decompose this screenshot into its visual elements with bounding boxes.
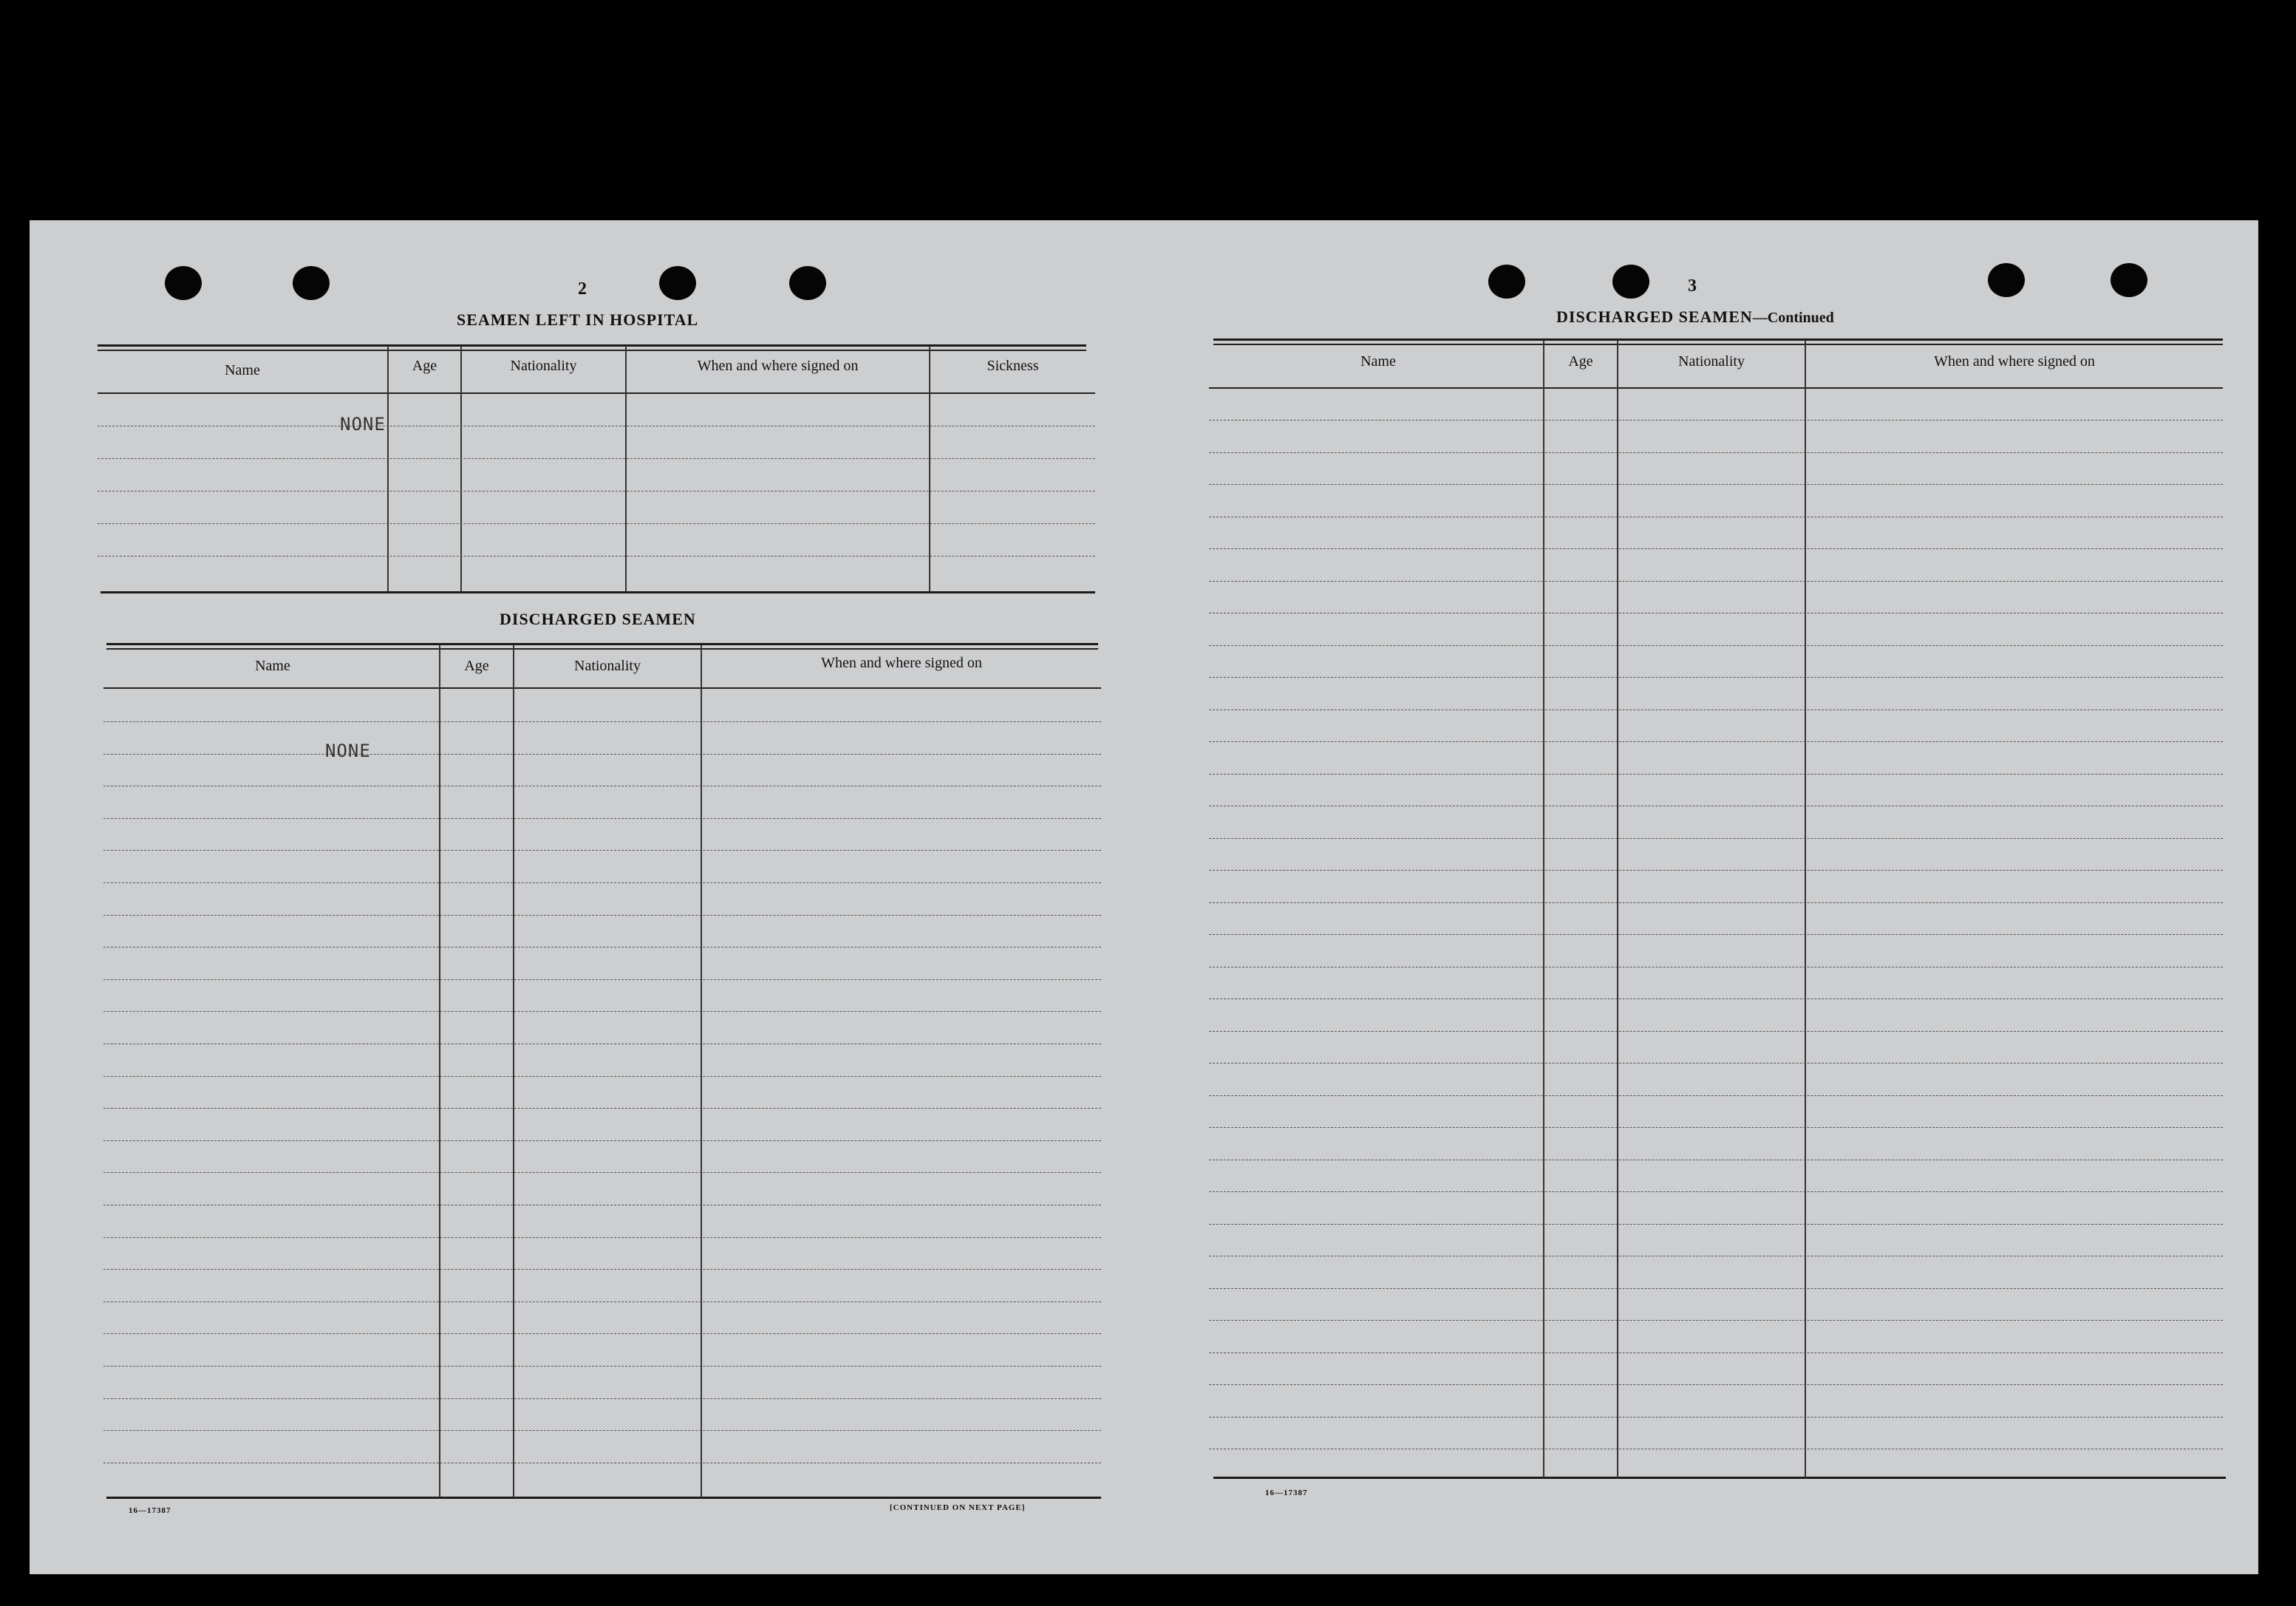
ruled-line [1209,1224,2223,1225]
ruled-line [1209,998,2223,999]
ruled-line [1209,741,2223,742]
ruled-line [103,882,1101,883]
ruled-line [1209,1063,2223,1064]
ruled-line [1209,838,2223,839]
form-number: 16—17387 [129,1506,171,1515]
column-header-nationality: Nationality [1678,353,1745,370]
ruled-line [103,1366,1101,1367]
ruled-line [1209,1031,2223,1032]
ruled-line [103,1237,1101,1238]
left-page [30,220,1160,1574]
column-header-age: Age [1568,353,1593,370]
right-page-title: DISCHARGED SEAMEN—Continued [1556,307,1834,326]
ruled-line [1209,1320,2223,1321]
discharged-entry: NONE [325,741,371,761]
ruled-line [1209,934,2223,935]
column-header-name: Name [255,658,290,674]
ruled-line [103,754,1101,755]
column-header-nationality: Nationality [510,358,577,374]
ruled-line [1209,484,2223,485]
punch-hole [165,266,202,300]
punch-hole [293,266,330,300]
ruled-line [103,1398,1101,1399]
manifest-sheet [30,220,2258,1574]
discharged-section-title: DISCHARGED SEAMEN [500,610,696,628]
ruled-line [103,1430,1101,1431]
ruled-line [103,1269,1101,1270]
column-header-nationality: Nationality [574,658,641,674]
ruled-line [1209,645,2223,646]
ruled-line [103,850,1101,851]
ruled-line [98,523,1095,524]
ruled-line [103,915,1101,916]
column-header-signed-on: When and where signed on [1934,353,2095,370]
page-number: 3 [1688,276,1697,296]
ruled-line [103,1076,1101,1077]
ruled-line [103,1011,1101,1012]
punch-hole [1488,265,1525,299]
ruled-line [1209,1352,2223,1353]
ruled-line [1209,420,2223,421]
punch-hole [659,266,696,300]
ruled-line [98,556,1095,557]
form-number: 16—17387 [1265,1488,1308,1497]
ruled-line [1209,581,2223,582]
ruled-line [1209,1384,2223,1385]
column-header-age: Age [412,358,437,374]
column-header-name: Name [225,362,260,378]
column-header-signed-on: When and where signed on [697,358,859,374]
continued-note: [CONTINUED ON NEXT PAGE] [890,1503,1026,1512]
ruled-line [103,1108,1101,1109]
ruled-line [1209,870,2223,871]
ruled-line [1209,1191,2223,1192]
ruled-line [1209,548,2223,549]
ruled-line [103,1333,1101,1334]
ruled-line [1209,1288,2223,1289]
ruled-line [103,979,1101,980]
punch-hole [2111,263,2147,297]
hospital-entry: NONE [340,414,386,435]
ruled-line [1209,1417,2223,1418]
page-number: 2 [578,279,587,299]
ruled-line [98,458,1095,459]
right-page [1160,220,2258,1574]
ruled-line [1209,774,2223,775]
punch-hole [789,266,826,300]
column-header-age: Age [464,658,489,674]
ruled-line [1209,902,2223,903]
ruled-line [103,721,1101,722]
ruled-line [103,1140,1101,1141]
punch-hole [1988,263,2025,297]
column-header-signed-on: When and where signed on [821,655,982,671]
ruled-line [103,1172,1101,1173]
ruled-line [103,818,1101,819]
ruled-line [1209,1127,2223,1128]
ruled-line [1209,677,2223,678]
column-header-sickness: Sickness [987,358,1039,374]
hospital-section-title: SEAMEN LEFT IN HOSPITAL [457,310,699,329]
ruled-line [1209,452,2223,453]
ruled-line [1209,1095,2223,1096]
column-header-name: Name [1360,353,1396,370]
punch-hole [1612,265,1649,299]
